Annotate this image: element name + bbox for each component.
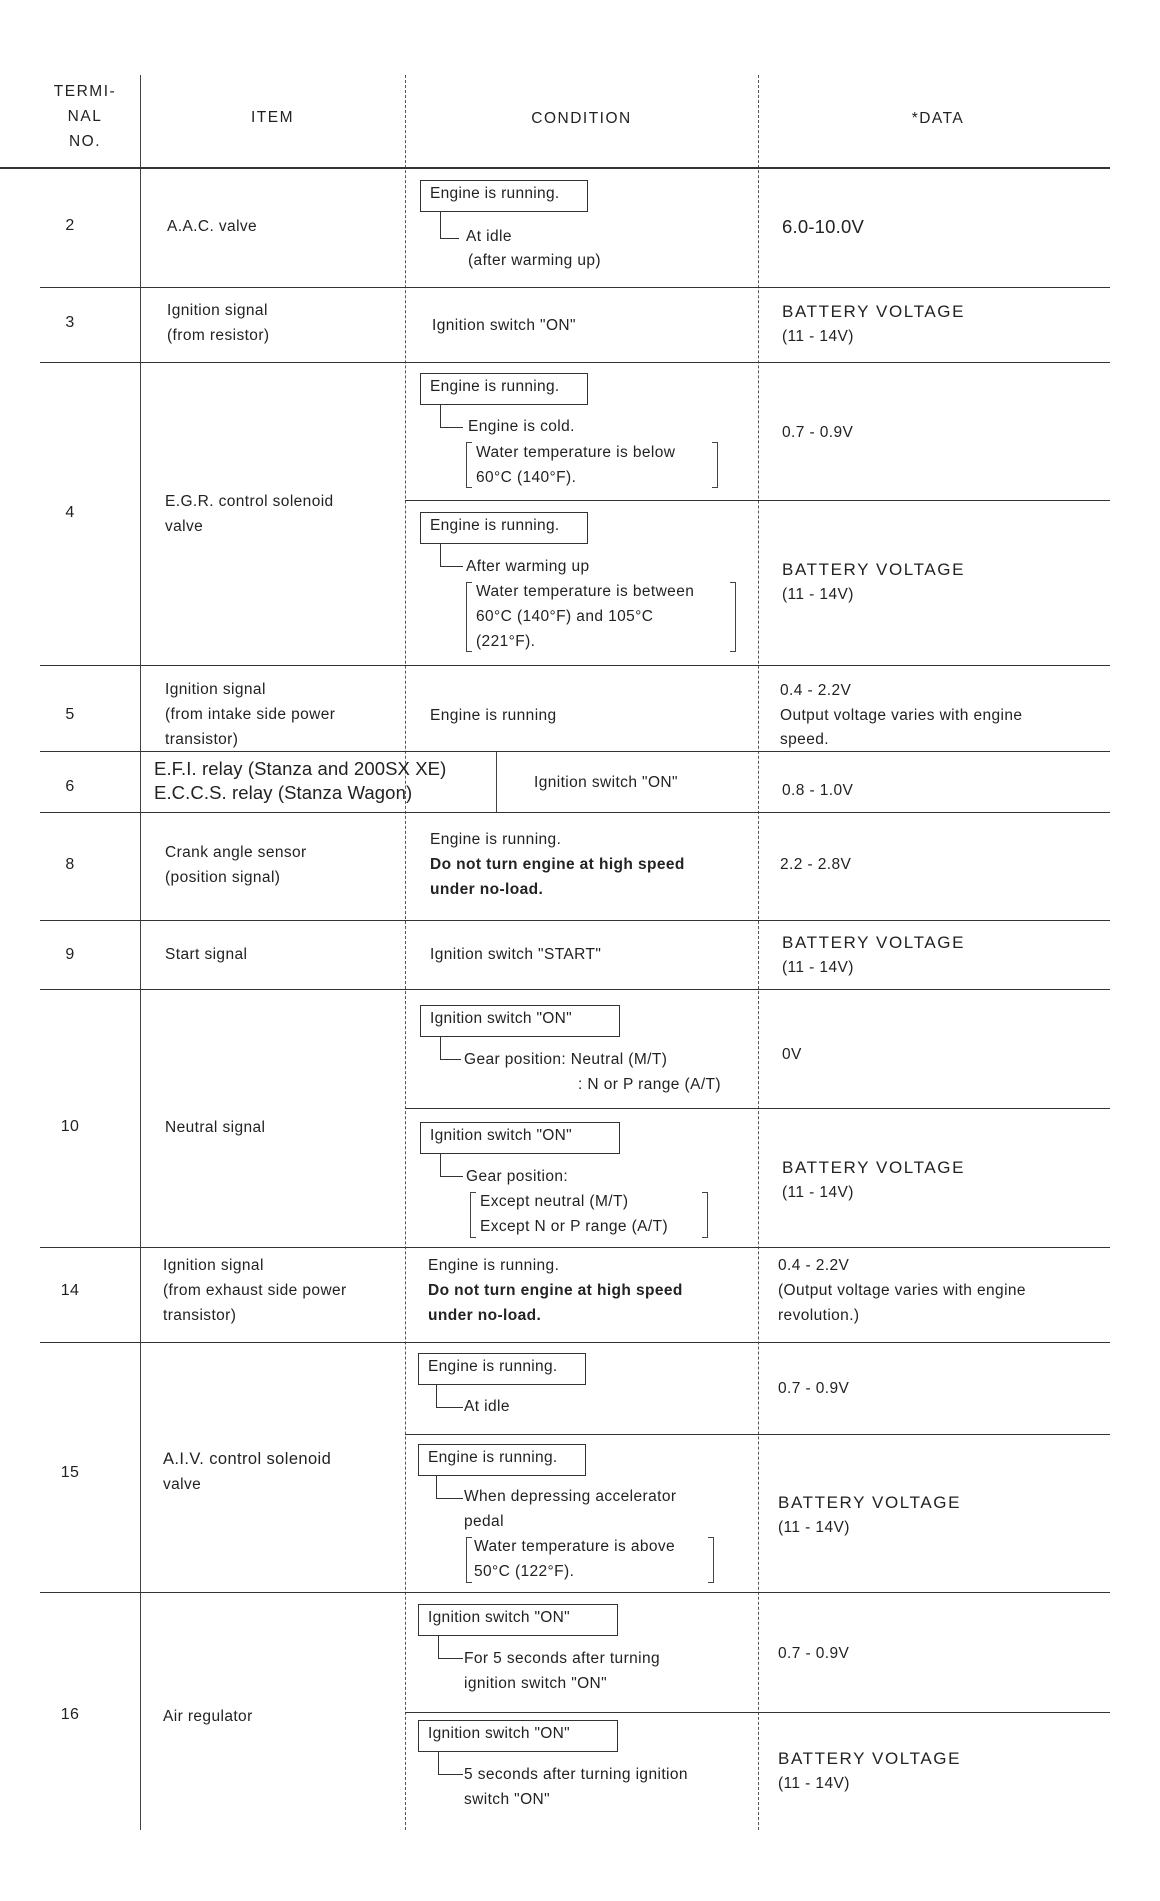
item-label: A.A.C. valve bbox=[167, 218, 258, 235]
data-value: BATTERY VOLTAGE bbox=[778, 1749, 962, 1768]
condition-warning: Do not turn engine at high speed bbox=[428, 1282, 683, 1299]
data-value: (11 - 14V) bbox=[778, 1519, 850, 1536]
column-divider bbox=[405, 75, 406, 1830]
column-divider bbox=[758, 75, 759, 1830]
data-value: speed. bbox=[780, 731, 829, 748]
terminal-number: 2 bbox=[65, 217, 75, 234]
item-label: Ignition signal bbox=[165, 681, 266, 698]
condition-text: Engine is running. bbox=[428, 1257, 560, 1274]
connector-line bbox=[440, 544, 463, 567]
data-value: BATTERY VOLTAGE bbox=[782, 560, 966, 579]
condition-sub: After warming up bbox=[466, 558, 590, 575]
connector-line bbox=[440, 1154, 463, 1177]
data-value: 0.4 - 2.2V bbox=[780, 682, 852, 699]
data-value: (11 - 14V) bbox=[778, 1775, 850, 1792]
condition-box bbox=[420, 373, 588, 405]
condition-box-text: Ignition switch "ON" bbox=[430, 1010, 572, 1027]
connector-line bbox=[440, 405, 463, 428]
condition-box-text: Engine is running. bbox=[430, 378, 560, 395]
condition-sub: For 5 seconds after turning bbox=[464, 1650, 661, 1667]
header-terminal-line3: NO. bbox=[68, 133, 102, 150]
condition-text: Ignition switch "ON" bbox=[534, 774, 678, 791]
condition-sub: (after warming up) bbox=[468, 252, 601, 269]
data-value: (11 - 14V) bbox=[782, 959, 854, 976]
header-rule bbox=[0, 167, 1110, 169]
data-value: 0.7 - 0.9V bbox=[778, 1380, 850, 1397]
sub-row-rule bbox=[405, 500, 1110, 501]
data-value: 0.8 - 1.0V bbox=[782, 782, 854, 799]
item-label: valve bbox=[163, 1476, 202, 1493]
terminal-number: 4 bbox=[65, 504, 75, 521]
data-value: 0.7 - 0.9V bbox=[778, 1645, 850, 1662]
row-rule bbox=[40, 1342, 1110, 1343]
connector-line bbox=[436, 1385, 463, 1408]
column-divider bbox=[140, 75, 141, 1830]
terminal-number: 15 bbox=[60, 1464, 80, 1481]
terminal-number: 3 bbox=[65, 314, 75, 331]
connector-line bbox=[438, 1752, 463, 1775]
bracket bbox=[708, 1537, 714, 1583]
data-value: BATTERY VOLTAGE bbox=[782, 1158, 966, 1177]
data-value: (11 - 14V) bbox=[782, 1184, 854, 1201]
condition-sub: switch "ON" bbox=[464, 1791, 551, 1808]
item-label: Ignition signal bbox=[167, 302, 268, 319]
item-label: transistor) bbox=[163, 1307, 237, 1324]
terminal-number: 5 bbox=[65, 706, 75, 723]
row-rule bbox=[40, 665, 1110, 666]
condition-box-text: Engine is running. bbox=[428, 1449, 558, 1466]
data-value: (11 - 14V) bbox=[782, 586, 854, 603]
header-data: *DATA bbox=[911, 110, 965, 127]
condition-text: Ignition switch "ON" bbox=[432, 317, 576, 334]
condition-bracket-text: 50°C (122°F). bbox=[474, 1563, 575, 1580]
condition-sub: At idle bbox=[464, 1398, 510, 1415]
condition-box bbox=[418, 1604, 618, 1636]
data-value: 0.7 - 0.9V bbox=[782, 424, 854, 441]
connector-line bbox=[440, 1037, 461, 1060]
condition-box bbox=[418, 1444, 586, 1476]
item-label: E.C.C.S. relay (Stanza Wagon) bbox=[154, 782, 413, 803]
row-rule bbox=[40, 920, 1110, 921]
condition-sub: pedal bbox=[464, 1513, 504, 1530]
data-value: (11 - 14V) bbox=[782, 328, 854, 345]
item-label: E.F.I. relay (Stanza and 200SX XE) bbox=[154, 758, 447, 779]
condition-bracket-text: Except N or P range (A/T) bbox=[480, 1218, 669, 1235]
item-label: Air regulator bbox=[163, 1708, 253, 1725]
condition-text: Engine is running. bbox=[430, 831, 562, 848]
bracket bbox=[730, 582, 736, 652]
terminal-number: 10 bbox=[60, 1118, 80, 1135]
condition-sub: At idle bbox=[466, 228, 512, 245]
header-terminal-line2: NAL bbox=[67, 108, 103, 125]
column-divider bbox=[496, 752, 497, 812]
condition-box-text: Ignition switch "ON" bbox=[428, 1725, 570, 1742]
terminal-number: 8 bbox=[65, 856, 75, 873]
bracket bbox=[712, 442, 718, 488]
row-rule bbox=[40, 362, 1110, 363]
condition-text: Ignition switch "START" bbox=[430, 946, 602, 963]
condition-sub: : N or P range (A/T) bbox=[578, 1076, 721, 1093]
row-rule bbox=[40, 751, 1110, 752]
item-label: Start signal bbox=[165, 946, 248, 963]
connector-line bbox=[440, 212, 459, 239]
condition-bracket-text: Water temperature is below bbox=[476, 444, 676, 461]
condition-sub: Gear position: bbox=[466, 1168, 569, 1185]
condition-box bbox=[420, 1122, 620, 1154]
header-condition: CONDITION bbox=[531, 110, 632, 127]
bracket bbox=[702, 1192, 708, 1238]
condition-box-text: Engine is running. bbox=[428, 1358, 558, 1375]
terminal-number: 14 bbox=[60, 1282, 80, 1299]
condition-box-text: Engine is running. bbox=[430, 517, 560, 534]
data-value: (Output voltage varies with engine bbox=[778, 1282, 1026, 1299]
item-label: Crank angle sensor bbox=[165, 844, 307, 861]
condition-box bbox=[418, 1720, 618, 1752]
condition-box-text: Ignition switch "ON" bbox=[430, 1127, 572, 1144]
data-value: BATTERY VOLTAGE bbox=[778, 1493, 962, 1512]
condition-text: Engine is running bbox=[430, 707, 557, 724]
terminal-number: 16 bbox=[60, 1706, 80, 1723]
bracket bbox=[466, 582, 472, 652]
data-value: 0V bbox=[782, 1046, 802, 1063]
condition-sub: When depressing accelerator bbox=[464, 1488, 677, 1505]
condition-warning: Do not turn engine at high speed bbox=[430, 856, 685, 873]
condition-sub: 5 seconds after turning ignition bbox=[464, 1766, 688, 1783]
condition-bracket-text: (221°F). bbox=[476, 633, 536, 650]
condition-bracket-text: Water temperature is between bbox=[476, 583, 695, 600]
header-item: ITEM bbox=[250, 109, 295, 126]
row-rule bbox=[40, 1247, 1110, 1248]
row-rule bbox=[40, 287, 1110, 288]
condition-sub: ignition switch "ON" bbox=[464, 1675, 608, 1692]
item-label: Neutral signal bbox=[165, 1119, 266, 1136]
sub-row-rule bbox=[405, 1434, 1110, 1435]
item-label: A.I.V. control solenoid bbox=[163, 1450, 332, 1468]
condition-box bbox=[418, 1353, 586, 1385]
row-rule bbox=[40, 812, 1110, 813]
item-label: (from resistor) bbox=[167, 327, 270, 344]
condition-bracket-text: Water temperature is above bbox=[474, 1538, 676, 1555]
item-label: (from exhaust side power bbox=[163, 1282, 347, 1299]
condition-box bbox=[420, 180, 588, 212]
data-value: 2.2 - 2.8V bbox=[780, 856, 852, 873]
connector-line bbox=[436, 1476, 463, 1499]
item-label: Ignition signal bbox=[163, 1257, 264, 1274]
bracket bbox=[466, 1537, 472, 1583]
condition-box-text: Engine is running. bbox=[430, 185, 560, 202]
bracket bbox=[470, 1192, 476, 1238]
sub-row-rule bbox=[405, 1712, 1110, 1713]
condition-box-text: Ignition switch "ON" bbox=[428, 1609, 570, 1626]
condition-bracket-text: 60°C (140°F). bbox=[476, 469, 577, 486]
data-value: BATTERY VOLTAGE bbox=[782, 302, 966, 321]
sub-row-rule bbox=[405, 1108, 1110, 1109]
condition-sub: Gear position: Neutral (M/T) bbox=[464, 1051, 668, 1068]
condition-box bbox=[420, 1005, 620, 1037]
item-label: E.G.R. control solenoid bbox=[165, 493, 334, 510]
item-label: valve bbox=[165, 518, 204, 535]
data-value: revolution.) bbox=[778, 1307, 860, 1324]
terminal-number: 9 bbox=[65, 946, 75, 963]
terminal-number: 6 bbox=[65, 778, 75, 795]
condition-warning: under no-load. bbox=[428, 1307, 542, 1324]
bracket bbox=[466, 442, 472, 488]
condition-warning: under no-load. bbox=[430, 881, 544, 898]
item-label: (position signal) bbox=[165, 869, 281, 886]
condition-bracket-text: 60°C (140°F) and 105°C bbox=[476, 608, 654, 625]
row-rule bbox=[40, 989, 1110, 990]
data-value: BATTERY VOLTAGE bbox=[782, 933, 966, 952]
condition-bracket-text: Except neutral (M/T) bbox=[480, 1193, 629, 1210]
item-label: (from intake side power bbox=[165, 706, 336, 723]
condition-sub: Engine is cold. bbox=[468, 418, 575, 435]
data-value: 6.0-10.0V bbox=[782, 216, 865, 237]
connector-line bbox=[438, 1636, 463, 1659]
condition-box bbox=[420, 512, 588, 544]
data-value: 0.4 - 2.2V bbox=[778, 1257, 850, 1274]
item-label: transistor) bbox=[165, 731, 239, 748]
row-rule bbox=[40, 1592, 1110, 1593]
header-terminal-line1: TERMI- bbox=[53, 83, 117, 100]
data-value: Output voltage varies with engine bbox=[780, 707, 1023, 724]
